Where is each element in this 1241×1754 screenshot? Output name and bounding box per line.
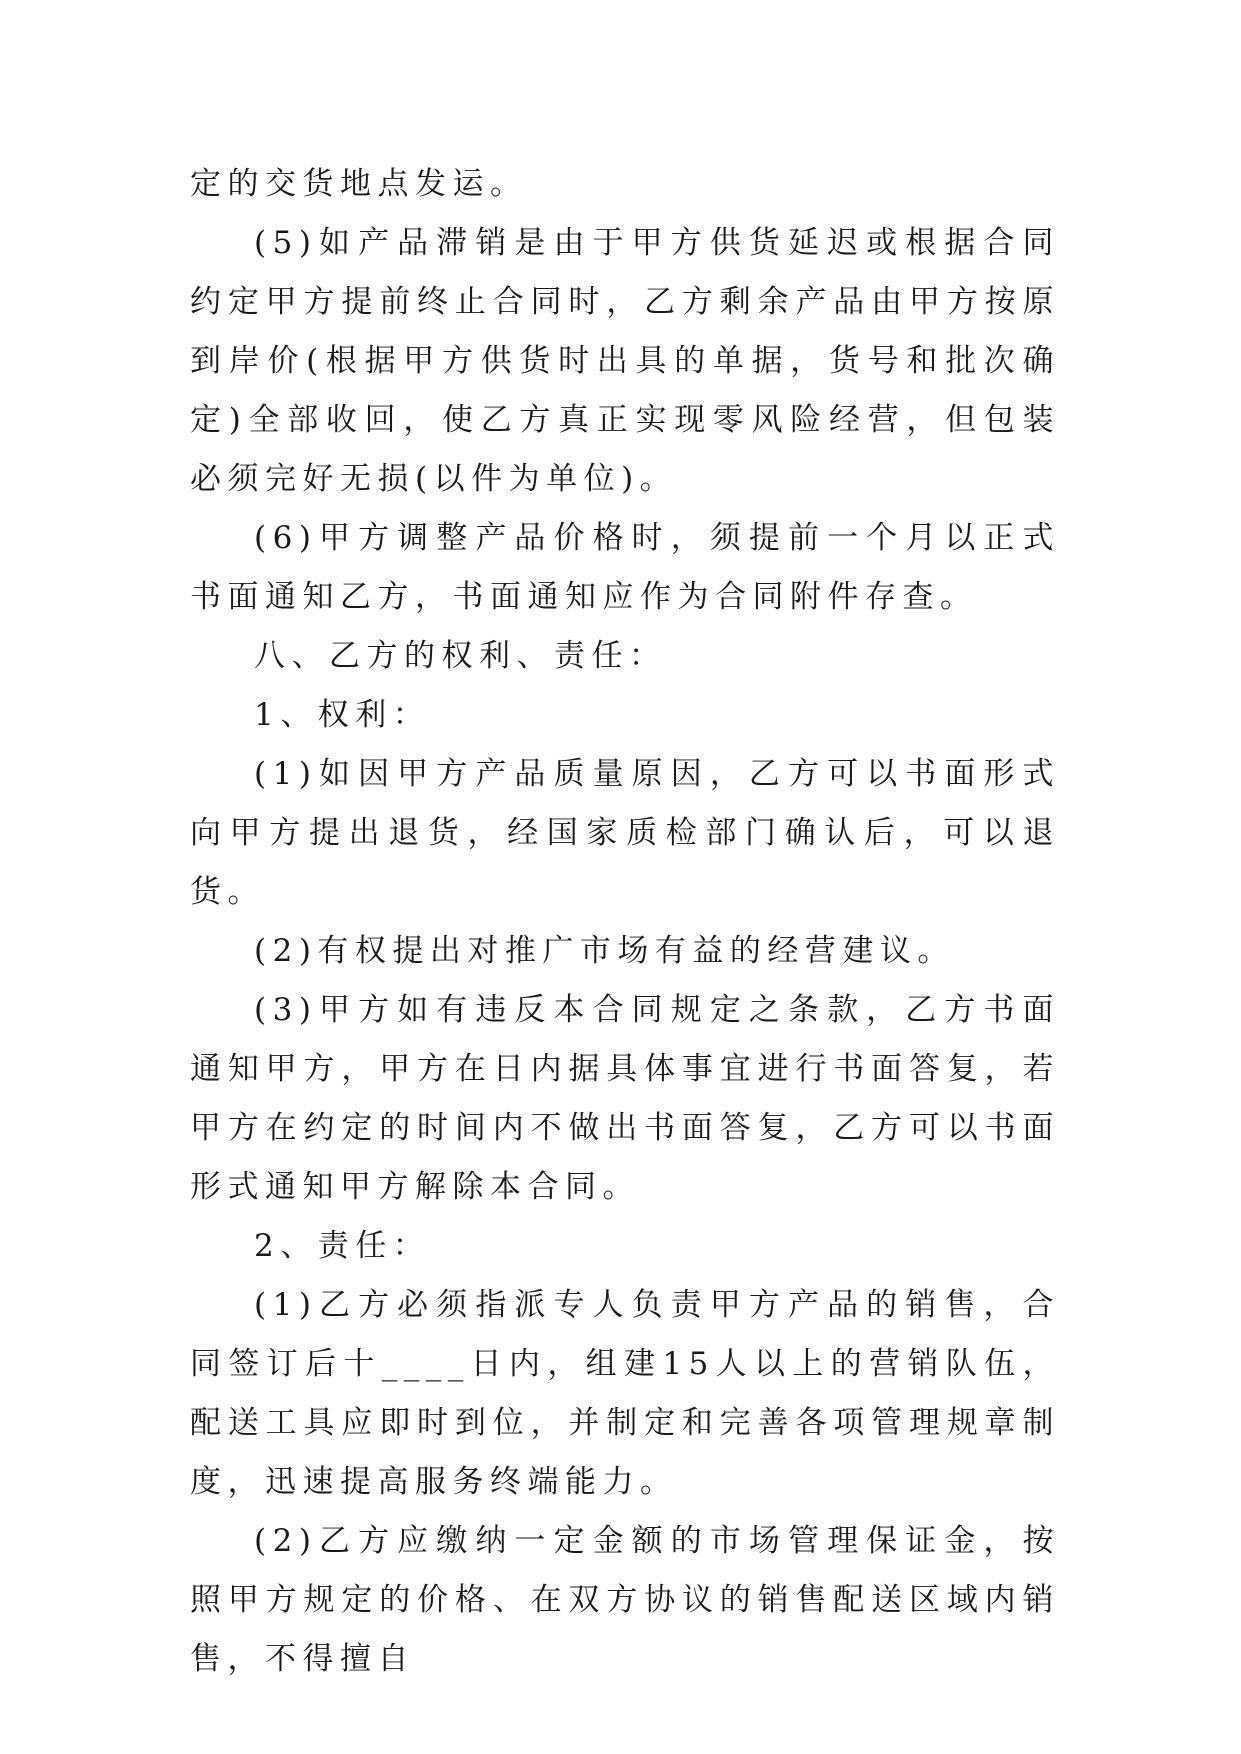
subheading-rights: 1、权利： <box>254 697 431 733</box>
paragraph-rights-1-returns: (1)如因甲方产品质量原因，乙方可以书面形式向甲方提出退货，经国家质检部门确认后，可以退货。 <box>190 756 1060 910</box>
paragraph-responsibility-1-sales-team: (1)乙方必须指派专人负责甲方产品的销售，合同签订后十____日内，组建15人以上的营销队伍，配送工具应即时到位，并制定和完善各项管理规章制度，迅速提高服务终端能力。 <box>190 1287 1060 1500</box>
paragraph-delivery-end: 定的交货地点发运。 <box>190 166 528 202</box>
paragraph-responsibility-2-deposit: (2)乙方应缴纳一定金额的市场管理保证金，按照甲方规定的价格、在双方协议的销售配送区域内销售，不得擅自 <box>190 1523 1060 1677</box>
subheading-responsibilities: 2、责任： <box>254 1228 431 1264</box>
paragraph-clause-6-price-adjustment: (6)甲方调整产品价格时，须提前一个月以正式书面通知乙方，书面通知应作为合同附件存查。 <box>190 520 1060 615</box>
paragraph-rights-2-suggestions: (2)有权提出对推广市场有益的经营建议。 <box>254 933 955 969</box>
document-body <box>190 155 1060 1689</box>
section-heading-party-b-rights: 八、乙方的权利、责任： <box>254 638 667 674</box>
paragraph-rights-3-termination: (3)甲方如有违反本合同规定之条款，乙方书面通知甲方，甲方在日内据具体事宜进行书面答复，若甲方在约定的时间内不做出书面答复，乙方可以书面形式通知甲方解除本合同。 <box>190 992 1060 1205</box>
paragraph-clause-5-unsold-products: (5)如产品滞销是由于甲方供货延迟或根据合同约定甲方提前终止合同时，乙方剩余产品由甲方按原到岸价(根据甲方供货时出具的单据，货号和批次确定)全部收回，使乙方真正实现零风险经营，但包装必须完好无损(以件为单位)。 <box>190 225 1060 497</box>
